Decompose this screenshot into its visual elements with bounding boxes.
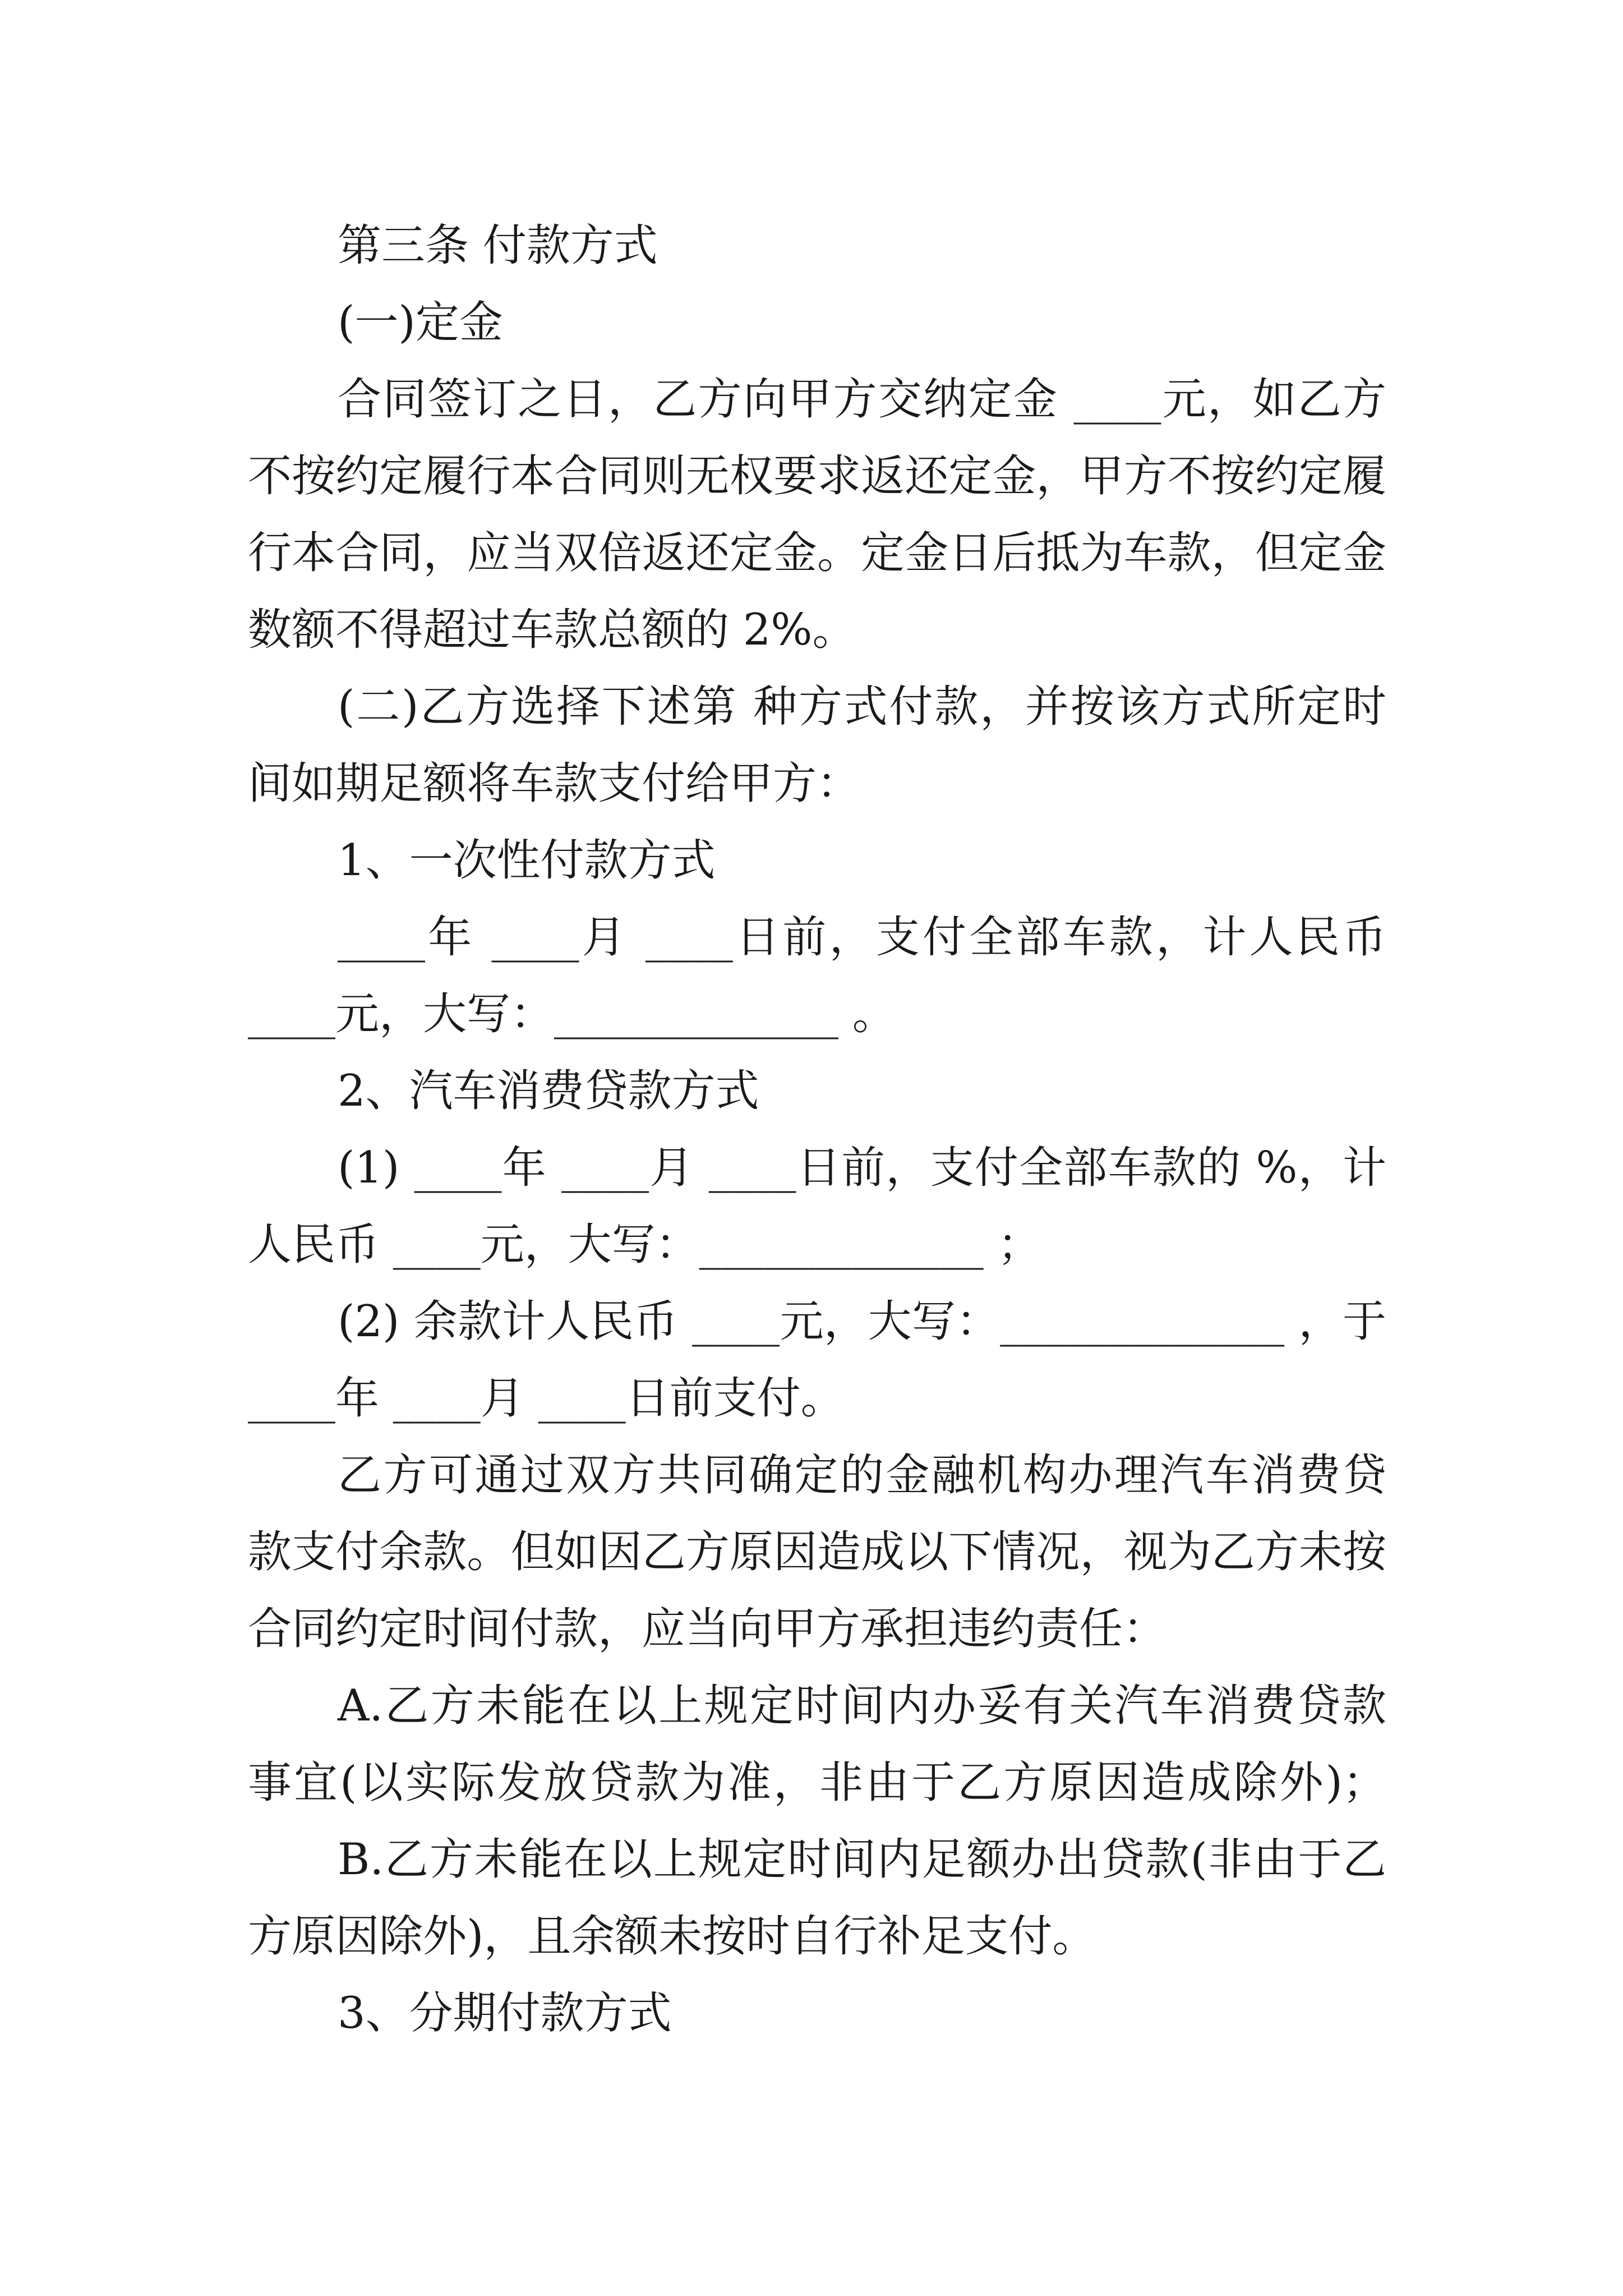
text-line: 3、分期付款方式 [338, 1988, 672, 2039]
document-body [248, 208, 1386, 2052]
text-line: 事宜(以实际发放贷款为准，非由于乙方原因造成除外)； [248, 1757, 1386, 1808]
text-line: 合同签订之日，乙方向甲方交纳定金 ____元，如乙方 [338, 374, 1386, 425]
text-line: (2) 余款计人民币 ____元，大写：_____________ ，于 [338, 1296, 1386, 1347]
text-line: 人民币 ____元，大写：_____________ ； [248, 1220, 1041, 1270]
text-line: 2、汽车消费贷款方式 [338, 1066, 759, 1116]
text-line: 第三条 付款方式 [338, 220, 658, 271]
text-line: 乙方可通过双方共同确定的金融机构办理汽车消费贷 [338, 1450, 1386, 1501]
text-line: 间如期足额将车款支付给甲方： [248, 758, 861, 809]
text-line: 合同约定时间付款，应当向甲方承担违约责任： [248, 1604, 1167, 1654]
text-line: A.乙方未能在以上规定时间内办妥有关汽车消费贷款 [338, 1681, 1386, 1731]
text-line: 1、一次性付款方式 [338, 835, 716, 886]
text-line: (1) ____年 ____月 ____日前，支付全部车款的 %，计 [338, 1143, 1386, 1193]
text-line: ____元，大写：_____________ 。 [248, 989, 896, 1039]
text-line: 行本合同，应当双倍返还定金。定金日后抵为车款，但定金 [248, 528, 1386, 578]
text-line: 方原因除外)，且余额未按时自行补足支付。 [248, 1911, 1096, 1962]
text-line: 款支付余款。但如因乙方原因造成以下情况，视为乙方未按 [248, 1527, 1386, 1577]
text-line: 不按约定履行本合同则无权要求返还定金，甲方不按约定履 [248, 451, 1386, 501]
text-line: (一)定金 [338, 297, 503, 348]
text-line: 数额不得超过车款总额的 2%。 [248, 605, 856, 655]
text-line: (二)乙方选择下述第 种方式付款，并按该方式所定时 [338, 682, 1386, 732]
text-line: ____年 ____月 ____日前支付。 [248, 1373, 845, 1424]
text-line: B.乙方未能在以上规定时间内足额办出贷款(非由于乙 [338, 1834, 1386, 1885]
text-line: ____年 ____月 ____日前，支付全部车款，计人民币 [338, 912, 1386, 963]
